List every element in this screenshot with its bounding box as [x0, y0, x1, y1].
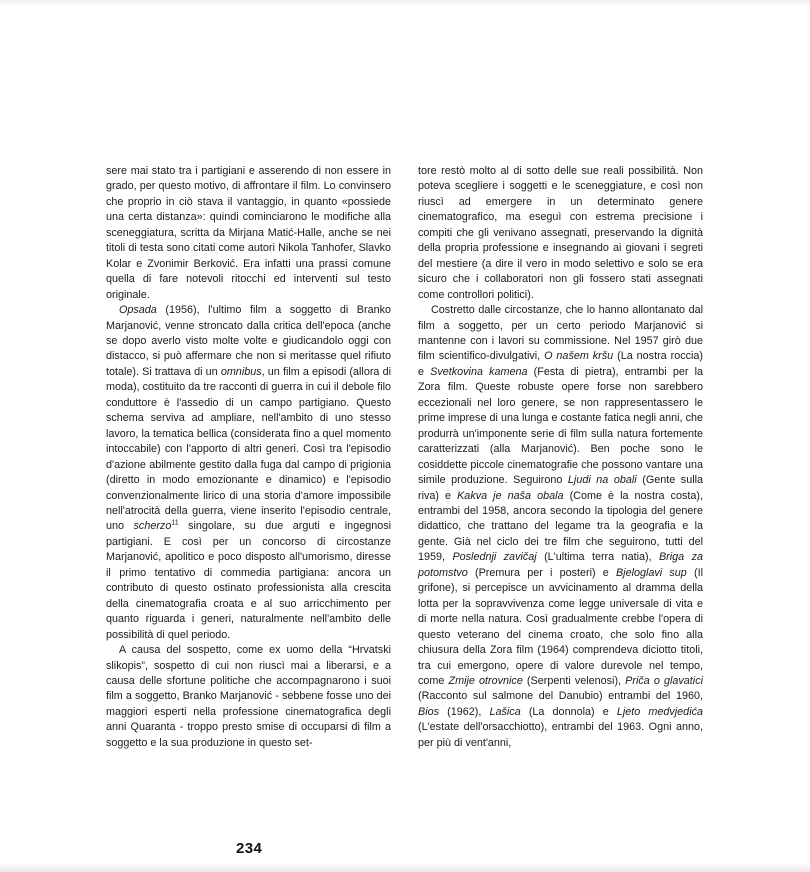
text-block	[106, 164, 703, 751]
paragraph	[106, 643, 391, 751]
paragraph	[106, 164, 391, 303]
italic-title: Opsada	[119, 304, 157, 317]
body-text: A causa del sospetto, come ex uomo della “Hrvatski slikopis”, sospetto di cui non riuscì mai a liberarsi, e a causa delle sfortune politiche che accompagnarono i suoi film a soggetto, Branko Marjanović - sebbene fosse uno dei maggiori esperti nella professione cinematografica degli anni Quaranta - troppo presto smise di occuparsi di film a soggetto e la sua produzione in questo set-	[106, 644, 391, 749]
body-text: (1956), l'ultimo film a soggetto di Branko Marjanović, venne stroncato dalla critica dell'epoca (anche se dopo averlo visto molte volte e giudicandolo oggi con distacco, si può affermare che non si meritasse quel rifiuto totale). Si trattava di un	[106, 304, 391, 378]
paragraph	[106, 303, 391, 643]
body-text: (Il grifone), si percepisce un avvicinamento al dramma della lotta per la sopravvivenza come legge universale di vita e di morte nella natura. Così gradualmente crebbe l'opera di questo veterano del cinema croato, che solo fino alla chiusura della Zora film (1964) comprendeva diciotto titoli, tra cui emergono, opere di valore durevole nel tempo, come	[418, 566, 703, 687]
body-text: (1962),	[439, 705, 490, 718]
page-number: 234	[236, 840, 263, 857]
italic-title: Zmije otrovnice	[448, 674, 523, 687]
body-text: (Festa di pietra), entrambi per la Zora film. Queste robuste opere forse non sarebbero eccezionali nel loro genere, se non rappresentassero le prime imprese di una lunga e costante fatica negli anni, che produrrà un'imponente serie di film sulla natura fortemente caratterizzati (alla Marjanović). Ben poche sono le cosiddette piccole cinematografie che possono vantare una simile produzione. Seguirono	[418, 365, 703, 487]
italic-title: Lašica	[489, 705, 521, 718]
footnote-ref: 11	[171, 519, 179, 527]
italic-title: Poslednji zavičaj	[452, 551, 537, 564]
body-text: (Serpenti velenosi),	[522, 674, 626, 687]
italic-title: omnibus	[220, 365, 262, 378]
page-edge-top	[0, 0, 810, 7]
body-text: (Gente sulla riva) e	[418, 474, 703, 502]
italic-title: Ljeto medvjedića	[616, 705, 703, 718]
paragraph	[418, 164, 703, 303]
body-text: (L'estate dell'orsacchiotto), entrambi del 1963. Ogni anno, per più di vent'anni,	[418, 721, 703, 749]
body-text: (Premura per i posteri) e	[467, 566, 616, 579]
paragraph	[418, 303, 703, 751]
italic-title: Briga za potomstvo	[418, 551, 704, 579]
italic-title: Bios	[418, 705, 440, 718]
right-column	[418, 164, 703, 751]
italic-title: Priča o glavatici	[625, 674, 703, 687]
body-text: sere mai stato tra i partigiani e asserendo di non essere in grado, per questo motivo, di affrontare il film. Lo convinsero che proprio in ciò stava il vantaggio, in quanto «possiede una certa distanza»: quindi cominciarono le modifiche alla sceneggiatura, scritta da Mirjana Matić-Halle, anche se nei titoli di testa sono citati come autori Nikola Tanhofer, Slavko Kolar e Zvonimir Berković. Era infatti una prassi comune quella di fare notevoli ritocchi ed interventi sul testo originale.	[106, 165, 391, 301]
body-text: (La donnola) e	[520, 705, 617, 718]
body-text: tore restò molto al di sotto delle sue reali possibilità. Non poteva scegliere i soggetti e le sceneggiature, e così non riuscì ad emergere in un determinato genere cinematografico, ma eseguì con estrema precisione i compiti che gli venivano assegnati, preservando la dignità della propria professione e insegnando ai giovani i segreti del mestiere (a dire il vero in modo selettivo e solo se era sicuro che i collaboratori non gli fossero stati assegnati come controllori politici).	[418, 165, 703, 301]
page-edge-bottom	[0, 863, 810, 872]
body-text: Costretto dalle circostanze, che lo hanno allontanato dal film a soggetto, per un certo periodo Marjanović si mantenne con i lavori su commissione. Nel 1957 girò due film scientifico-divulgativi,	[418, 304, 703, 363]
italic-title: scherzo	[133, 520, 172, 533]
body-text: singolare, su due arguti e ingegnosi partigiani. E così per un concorso di circostanze Marjanović, apolitico e poco disposto all'umorismo, diresse il primo tentativo di commedia partigiana: ancora un contributo di questo ostinato professionista alla crescita della cinematografia croata e al suo arricchimento per quanto riguarda i generi, naturalmente nell'ambito delle possibilità di quel periodo.	[106, 520, 392, 641]
body-text: , un film a episodi (allora di moda), costituito da tre racconti di guerra in cui il debole filo conduttore è l'assedio di un campo partigiano. Questo schema serviva ad ampliare, nell'ambito di uno stesso lavoro, la tematica bellica (considerata fino a quel momento intoccabile) con l'apporto di altri generi. Così tra l'episodio d'azione abilmente gestito dalla fuga dal campo di prigionia (diretto in modo emozionante e dinamico) e l'episodio convenzionalmente lirico di una storia d'amore impossibile nell'atrocità della guerra, viene inserito l'episodio centrale, uno	[106, 365, 391, 533]
italic-title: Bjeloglavi sup	[615, 566, 687, 579]
body-text: (Racconto sul salmone del Danubio) entrambi del 1960,	[418, 690, 703, 703]
italic-title: Svetkovina kamena	[430, 365, 528, 378]
body-text: (Come è la nostra costa), entrambi del 1958, ancora secondo la tipologia del genere didattico, che trattano del legame tra la geografia e la gente. Già nel ciclo dei tre film che seguirono, tutti del 1959,	[418, 489, 703, 564]
italic-title: Kakva je naša obala	[457, 489, 564, 502]
body-text: (La nostra roccia) e	[418, 350, 704, 378]
italic-title: O našem kršu	[544, 350, 614, 363]
italic-title: Ljudi na obali	[567, 474, 637, 487]
left-column	[106, 164, 391, 751]
body-text: (L'ultima terra natia),	[536, 551, 659, 564]
